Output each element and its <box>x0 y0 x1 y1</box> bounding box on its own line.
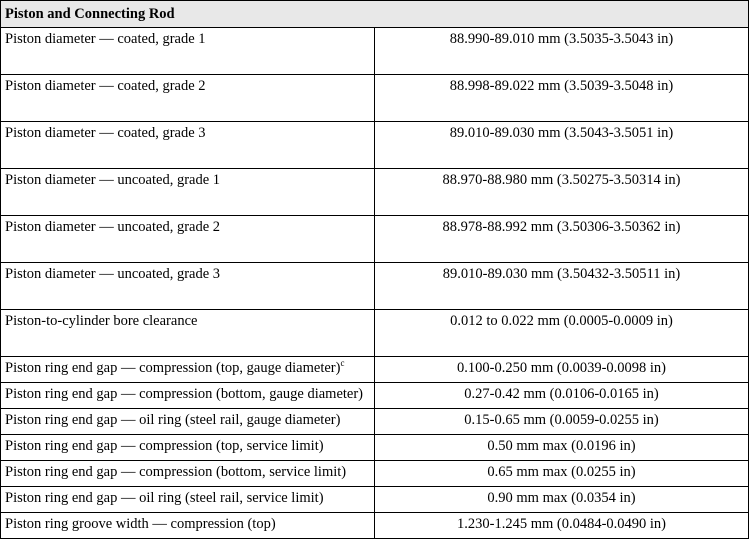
spec-label: Piston ring end gap — compression (top, service limit) <box>1 435 375 461</box>
table-row <box>1 216 749 263</box>
spec-value: 0.15-0.65 mm (0.0059-0.0255 in) <box>375 409 749 435</box>
spec-value: 0.65 mm max (0.0255 in) <box>375 461 749 487</box>
table-row <box>1 383 749 409</box>
spec-value: 89.010-89.030 mm (3.50432-3.50511 in) <box>375 263 749 310</box>
table-row <box>1 513 749 539</box>
table-title: Piston and Connecting Rod <box>1 1 749 28</box>
spec-value: 89.010-89.030 mm (3.5043-3.5051 in) <box>375 122 749 169</box>
spec-label <box>1 357 375 383</box>
table-row <box>1 409 749 435</box>
spec-value: 88.998-89.022 mm (3.5039-3.5048 in) <box>375 75 749 122</box>
spec-value: 0.27-0.42 mm (0.0106-0.0165 in) <box>375 383 749 409</box>
spec-label: Piston ring end gap — compression (bottom, gauge diameter) <box>1 383 375 409</box>
table-row <box>1 122 749 169</box>
spec-value: 0.012 to 0.022 mm (0.0005-0.0009 in) <box>375 310 749 357</box>
table-row <box>1 263 749 310</box>
spec-value: 88.970-88.980 mm (3.50275-3.50314 in) <box>375 169 749 216</box>
spec-value: 1.230-1.245 mm (0.0484-0.0490 in) <box>375 513 749 539</box>
spec-value: 0.90 mm max (0.0354 in) <box>375 487 749 513</box>
spec-label: Piston ring end gap — oil ring (steel rail, service limit) <box>1 487 375 513</box>
footnote-marker: c <box>340 358 345 369</box>
spec-value: 0.100-0.250 mm (0.0039-0.0098 in) <box>375 357 749 383</box>
table-row <box>1 310 749 357</box>
spec-label: Piston ring end gap — compression (bottom, service limit) <box>1 461 375 487</box>
spec-label: Piston-to-cylinder bore clearance <box>1 310 375 357</box>
table-row <box>1 28 749 75</box>
table-row <box>1 461 749 487</box>
spec-label: Piston diameter — coated, grade 1 <box>1 28 375 75</box>
spec-label: Piston ring end gap — oil ring (steel rail, gauge diameter) <box>1 409 375 435</box>
spec-value: 88.990-89.010 mm (3.5035-3.5043 in) <box>375 28 749 75</box>
table-row <box>1 487 749 513</box>
spec-label: Piston diameter — coated, grade 3 <box>1 122 375 169</box>
spec-label: Piston diameter — coated, grade 2 <box>1 75 375 122</box>
table-row <box>1 357 749 383</box>
spec-label: Piston ring groove width — compression (top) <box>1 513 375 539</box>
table-row <box>1 435 749 461</box>
spec-value: 88.978-88.992 mm (3.50306-3.50362 in) <box>375 216 749 263</box>
spec-value: 0.50 mm max (0.0196 in) <box>375 435 749 461</box>
table-row <box>1 169 749 216</box>
spec-label-text: Piston ring end gap — compression (top, gauge diameter) <box>5 360 341 376</box>
table-header-row <box>1 1 749 28</box>
spec-label: Piston diameter — uncoated, grade 2 <box>1 216 375 263</box>
spec-label: Piston diameter — uncoated, grade 1 <box>1 169 375 216</box>
spec-label: Piston diameter — uncoated, grade 3 <box>1 263 375 310</box>
table-row <box>1 75 749 122</box>
